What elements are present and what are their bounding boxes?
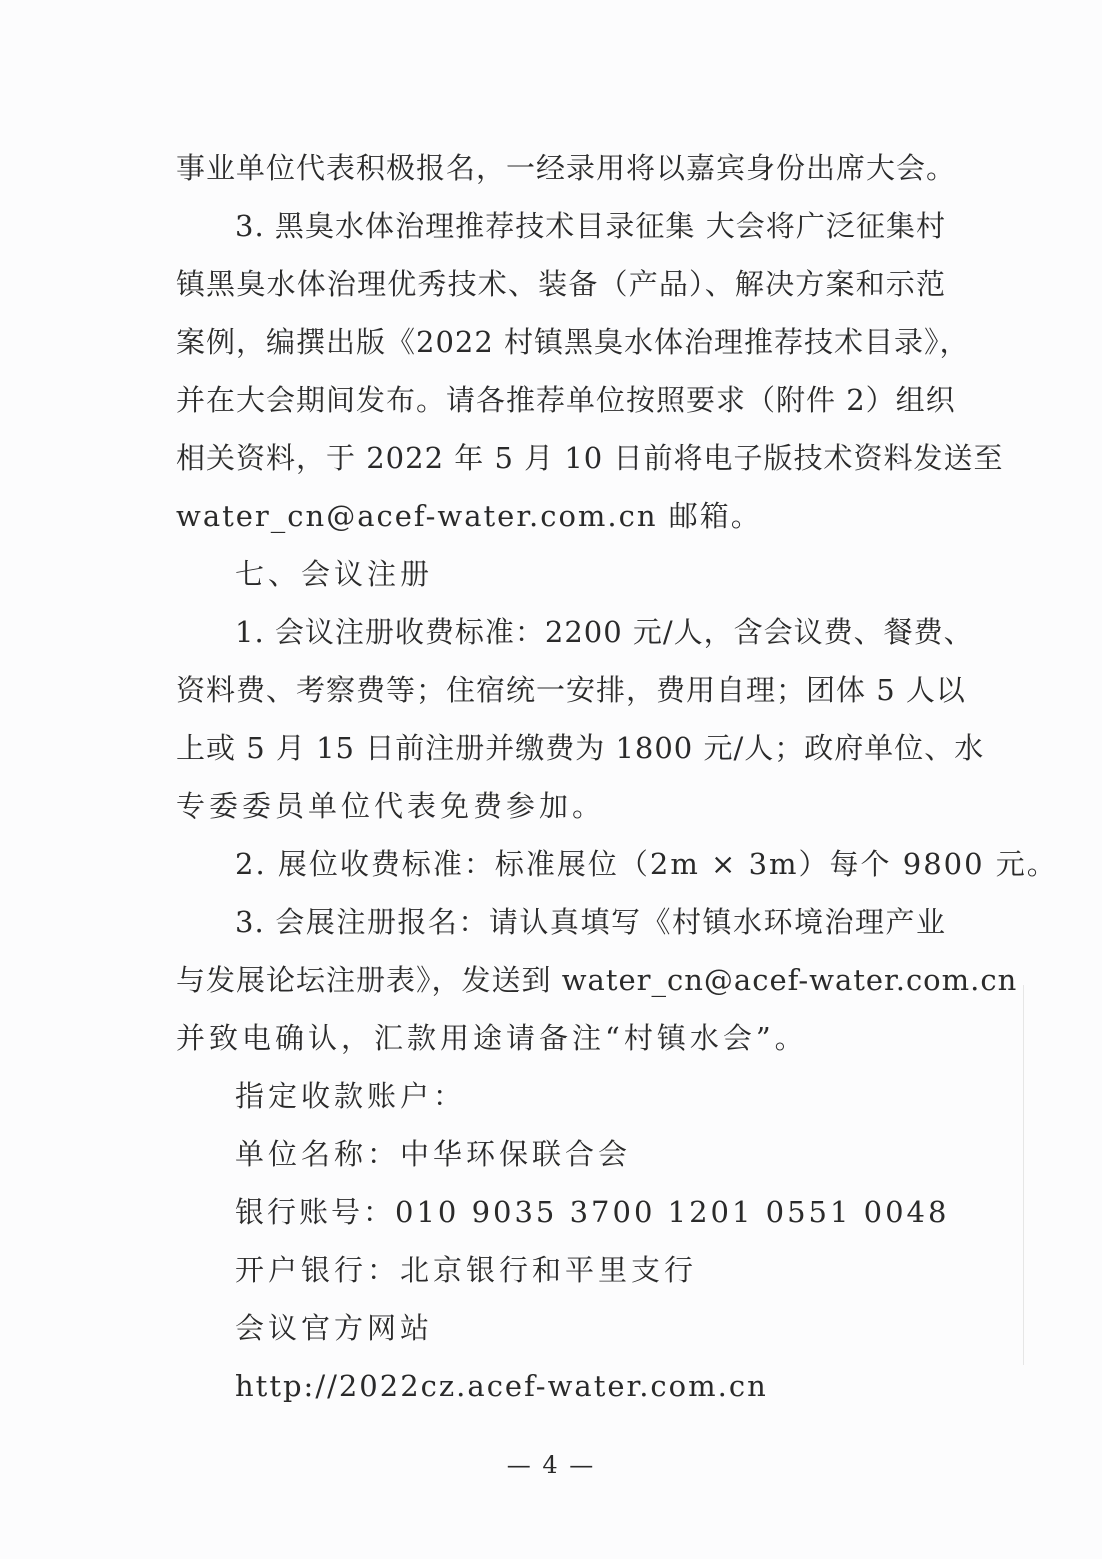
account-bank: 开户银行：北京银行和平里支行 — [235, 1253, 698, 1287]
paragraph-line: 相关资料，于 2022 年 5 月 10 日前将电子版技术资料发送至 — [176, 441, 1004, 475]
paragraph-line: 3. 会展注册报名：请认真填写《村镇水环境治理产业 — [235, 905, 946, 939]
paragraph-line: water_cn@acef-water.com.cn 邮箱。 — [176, 499, 762, 533]
paragraph-line: 案例，编撰出版《2022 村镇黑臭水体治理推荐技术目录》， — [176, 325, 970, 359]
account-number: 银行账号：010 9035 3700 1201 0551 0048 — [235, 1195, 950, 1229]
paragraph-line: 资料费、考察费等；住宿统一安排，费用自理；团体 5 人以 — [176, 673, 966, 707]
website-url: http://2022cz.acef-water.com.cn — [235, 1369, 768, 1403]
paragraph-line: 2. 展位收费标准：标准展位（2m × 3m）每个 9800 元。 — [235, 847, 1058, 881]
paragraph-line: 与发展论坛注册表》，发送到 water_cn@acef-water.com.cn — [176, 963, 1018, 997]
section-heading: 七、会议注册 — [235, 557, 434, 591]
scan-edge-mark — [1023, 985, 1024, 1365]
page-number: — 4 — — [506, 1451, 596, 1479]
paragraph-line: 专委委员单位代表免费参加。 — [176, 789, 606, 823]
account-name: 单位名称：中华环保联合会 — [235, 1137, 632, 1171]
account-heading: 指定收款账户： — [235, 1079, 467, 1113]
paragraph-line: 镇黑臭水体治理优秀技术、装备（产品）、解决方案和示范 — [176, 267, 946, 301]
paragraph-line: 3. 黑臭水体治理推荐技术目录征集 大会将广泛征集村 — [235, 209, 946, 243]
website-heading: 会议官方网站 — [235, 1311, 434, 1345]
paragraph-line: 上或 5 月 15 日前注册并缴费为 1800 元/人；政府单位、水 — [176, 731, 985, 765]
paragraph-line: 事业单位代表积极报名，一经录用将以嘉宾身份出席大会。 — [176, 151, 957, 185]
paragraph-line: 并在大会期间发布。请各推荐单位按照要求（附件 2）组织 — [176, 383, 956, 417]
paragraph-line: 并致电确认，汇款用途请备注“村镇水会”。 — [176, 1021, 808, 1055]
paragraph-line: 1. 会议注册收费标准：2200 元/人，含会议费、餐费、 — [235, 615, 974, 649]
